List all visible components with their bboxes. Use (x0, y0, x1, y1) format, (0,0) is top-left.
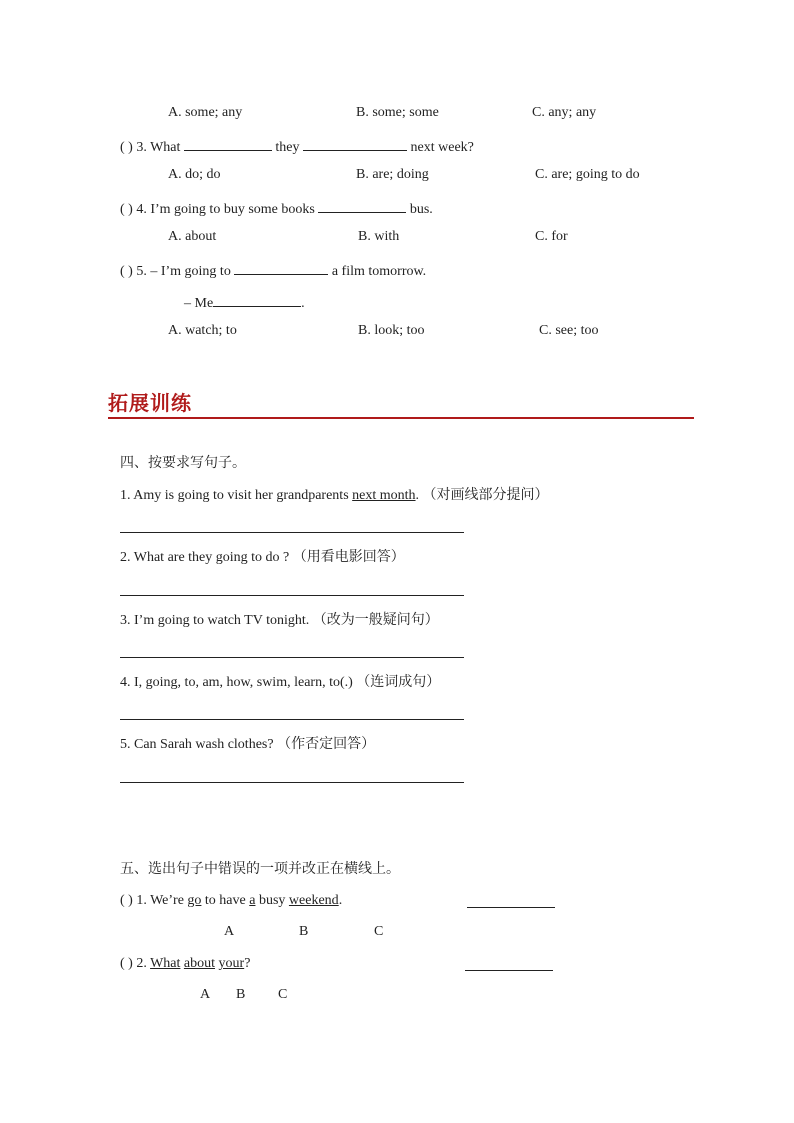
q5-end: a film tomorrow. (331, 264, 427, 279)
underlined-phrase: next month (352, 488, 416, 503)
q1-letter-b: B (299, 924, 309, 939)
item-instruction: （用看电影回答） (292, 549, 405, 565)
q3-row (120, 136, 474, 157)
q3-blank-1[interactable] (184, 136, 272, 151)
q3-end: next week? (410, 140, 474, 155)
answer-paren: ( ) (120, 140, 133, 155)
q3-blank-2[interactable] (303, 136, 407, 151)
q2-text: 2. (136, 956, 147, 971)
part5-q2-row (120, 955, 250, 973)
part4-item-4 (120, 673, 440, 692)
q4-end: bus. (409, 202, 433, 217)
q3-option-c: C. are; going to do (535, 167, 640, 182)
q5-row (120, 260, 426, 281)
q4-text: 4. I’m going to buy some books (136, 202, 315, 217)
answer-paren: ( ) (120, 264, 133, 279)
answer-line-3[interactable] (120, 657, 464, 658)
q3-option-a: A. do; do (168, 167, 221, 182)
q5-option-b: B. look; too (358, 323, 425, 338)
item-text: 1. Amy is going to visit her grandparents (120, 488, 349, 503)
q1-text-mid: to have (204, 893, 246, 908)
answer-paren: ( ) (120, 202, 133, 217)
item-text: 5. Can Sarah wash clothes? (120, 737, 274, 752)
q4-option-b: B. with (358, 229, 400, 244)
q1-option-a-word: go (187, 893, 202, 908)
q2-option-a: A. some; any (168, 105, 243, 120)
q1-option-b-word: a (249, 893, 256, 908)
q2-end: ? (244, 956, 251, 971)
item-instruction: （改为一般疑问句） (312, 612, 439, 628)
q3-text: 3. What (136, 140, 181, 155)
q2-letter-a: A (200, 987, 211, 1002)
q1-end: . (338, 893, 343, 908)
part4-item-2 (120, 548, 405, 567)
q5-reply: – Me (184, 296, 214, 311)
q4-option-c: C. for (535, 229, 568, 244)
section-divider (108, 417, 694, 419)
q2-option-c-word: your (218, 956, 245, 971)
q2-option-b: B. some; some (356, 105, 439, 120)
part5-q1-answer-line[interactable] (467, 907, 555, 908)
q5-blank-1[interactable] (234, 260, 328, 275)
part5-q2-answer-line[interactable] (465, 970, 553, 971)
item-instruction: （作否定回答） (277, 736, 376, 752)
part4-item-1 (120, 486, 549, 505)
answer-line-2[interactable] (120, 595, 464, 596)
q4-blank[interactable] (318, 198, 406, 213)
q1-letter-a: A (224, 924, 235, 939)
q1-option-c-word: weekend (288, 893, 339, 908)
q5-option-a: A. watch; to (168, 323, 237, 338)
q2-option-b-word: about (183, 956, 216, 971)
answer-line-1[interactable] (120, 532, 464, 533)
q5-blank-2[interactable] (213, 292, 301, 307)
item-text: 2. What are they going to do ? (120, 550, 290, 565)
answer-line-5[interactable] (120, 782, 464, 783)
item-instruction: （连词成句） (356, 674, 441, 690)
part5-heading: 五、选出句子中错误的一项并改正在横线上。 (120, 861, 400, 877)
q4-option-a: A. about (168, 229, 217, 244)
q3-option-b: B. are; doing (356, 167, 429, 182)
q2-letter-b: B (236, 987, 246, 1002)
part4-item-5 (120, 735, 375, 754)
q5-option-c: C. see; too (539, 323, 599, 338)
part4-item-3 (120, 611, 439, 630)
item-instruction: （对画线部分提问） (422, 487, 549, 503)
q5-text: 5. – I’m going to (136, 264, 231, 279)
q1-letter-c: C (374, 924, 384, 939)
q5-reply-end: . (301, 296, 305, 311)
item-text: 4. I, going, to, am, how, swim, learn, to(.) (120, 675, 353, 690)
q1-text-mid2: busy (258, 893, 286, 908)
part5-q1-row (120, 892, 342, 910)
answer-paren: ( ) (120, 956, 133, 971)
answer-line-4[interactable] (120, 719, 464, 720)
q4-row (120, 198, 433, 219)
answer-paren: ( ) (120, 893, 133, 908)
q3-mid: they (275, 140, 300, 155)
item-period: . (415, 488, 420, 503)
part4-heading: 四、按要求写句子。 (120, 455, 246, 471)
q2-letter-c: C (278, 987, 288, 1002)
item-text: 3. I’m going to watch TV tonight. (120, 613, 310, 628)
q1-text: 1. We’re (136, 893, 184, 908)
q2-option-a-word: What (150, 956, 181, 971)
section-title: 拓展训练 (108, 391, 192, 415)
q2-option-c: C. any; any (532, 105, 597, 120)
q5-reply-row (184, 292, 305, 313)
